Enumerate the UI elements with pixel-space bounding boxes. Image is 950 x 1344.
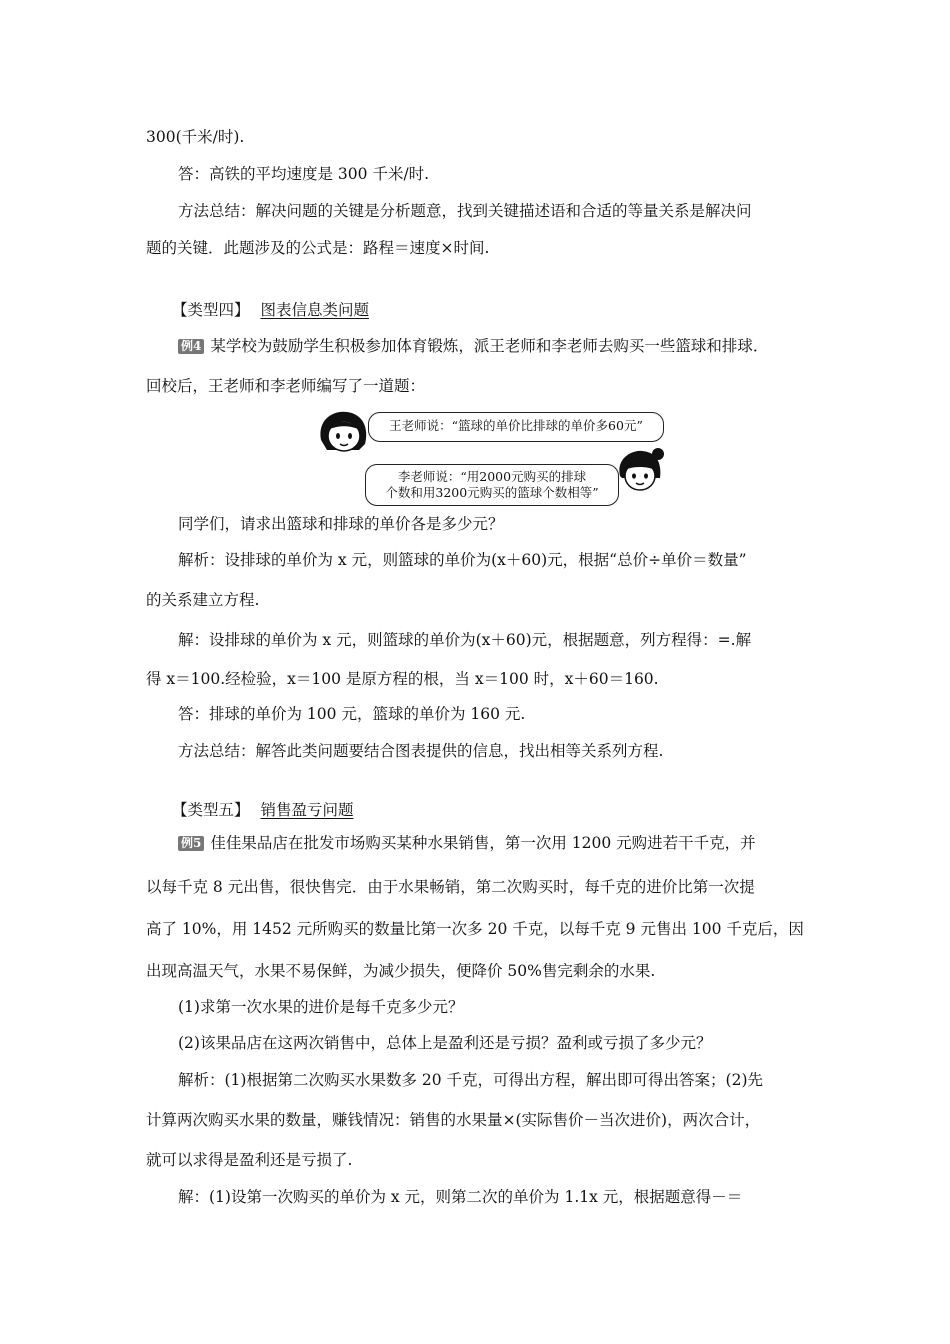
question-text: 佳佳果品店在批发市场购买某种水果销售，第一次用 1200 元购进若干千克，并 [210, 834, 756, 852]
speech-bubble-li [365, 464, 619, 506]
bubble-text: 个数和用3200元购买的篮球个数相等” [385, 485, 599, 500]
sub-question: (2)该果品店在这两次销售中，总体上是盈利还是亏损？盈利或亏损了多少元？ [178, 1034, 712, 1052]
section-title: 图表信息类问题 [260, 301, 369, 319]
question-text: 以每千克 8 元出售，很快售完．由于水果畅销，第二次购买时，每千克的进价比第一次提 [146, 878, 755, 896]
teacher-wang-face-icon [315, 410, 375, 456]
analysis-line: 解析：设排球的单价为 x 元，则篮球的单价为(x＋60)元，根据“总价÷单价＝数量” [178, 551, 747, 569]
example-4-question [178, 335, 768, 357]
analysis-line: 计算两次购买水果的数量，赚钱情况：销售的水果量×(实际售价－当次进价)，两次合计， [146, 1111, 761, 1129]
example-badge: 例4 [178, 339, 204, 354]
text-line: 300(千米/时). [146, 128, 245, 146]
analysis-line: 的关系建立方程. [146, 591, 260, 609]
example-badge: 例5 [178, 836, 204, 851]
question-text: 高了 10%，用 1452 元所购买的数量比第一次多 20 千克，以每千克 9 元售出 100 千克后，因 [146, 920, 804, 938]
sub-question: (1)求第一次水果的进价是每千克多少元？ [178, 998, 464, 1016]
section-header-type4 [172, 299, 369, 321]
bubble-text: 王老师说：“篮球的单价比排球的单价多60元” [389, 418, 643, 433]
analysis-line: 就可以求得是盈利还是亏损了. [146, 1151, 353, 1169]
question-text: 出现高温天气，水果不易保鲜，为减少损失，便降价 50%售完剩余的水果. [146, 962, 656, 980]
answer-line: 答：高铁的平均速度是 300 千米/时. [178, 165, 430, 183]
question-text: 回校后，王老师和李老师编写了一道题： [146, 377, 426, 395]
teacher-li-face-icon [612, 446, 668, 494]
bubble-text: 李老师说：“用2000元购买的排球 [397, 469, 587, 484]
example-5-question [178, 832, 756, 854]
summary-line: 题的关键．此题涉及的公式是：路程＝速度×时间. [146, 239, 490, 257]
section-bracket: 【类型四】 [172, 301, 250, 319]
solution-line: 解：设排球的单价为 x 元，则篮球的单价为(x＋60)元，根据题意，列方程得：=.解 [178, 631, 752, 649]
section-title: 销售盈亏问题 [260, 801, 354, 819]
analysis-line: 解析：(1)根据第二次购买水果数多 20 千克，可得出方程，解出即可得出答案；(2)先 [178, 1071, 763, 1089]
summary-line: 方法总结：解答此类问题要结合图表提供的信息，找出相等关系列方程. [178, 742, 664, 760]
section-bracket: 【类型五】 [172, 801, 250, 819]
solution-line: 解：(1)设第一次购买的单价为 x 元，则第二次的单价为 1.1x 元，根据题意得－＝ [178, 1188, 743, 1206]
answer-line: 答：排球的单价为 100 元，篮球的单价为 160 元. [178, 705, 526, 723]
summary-line: 方法总结：解决问题的关键是分析题意，找到关键描述语和合适的等量关系是解决问 [178, 202, 752, 220]
solution-line: 得 x＝100.经检验，x＝100 是原方程的根，当 x＝100 时，x＋60＝160. [146, 670, 659, 688]
question-text: 同学们，请求出篮球和排球的单价各是多少元？ [178, 515, 504, 533]
section-header-type5 [172, 799, 353, 821]
question-text: 某学校为鼓励学生积极参加体育锻炼，派王老师和李老师去购买一些篮球和排球． [210, 337, 769, 355]
speech-bubble-wang [368, 412, 664, 442]
